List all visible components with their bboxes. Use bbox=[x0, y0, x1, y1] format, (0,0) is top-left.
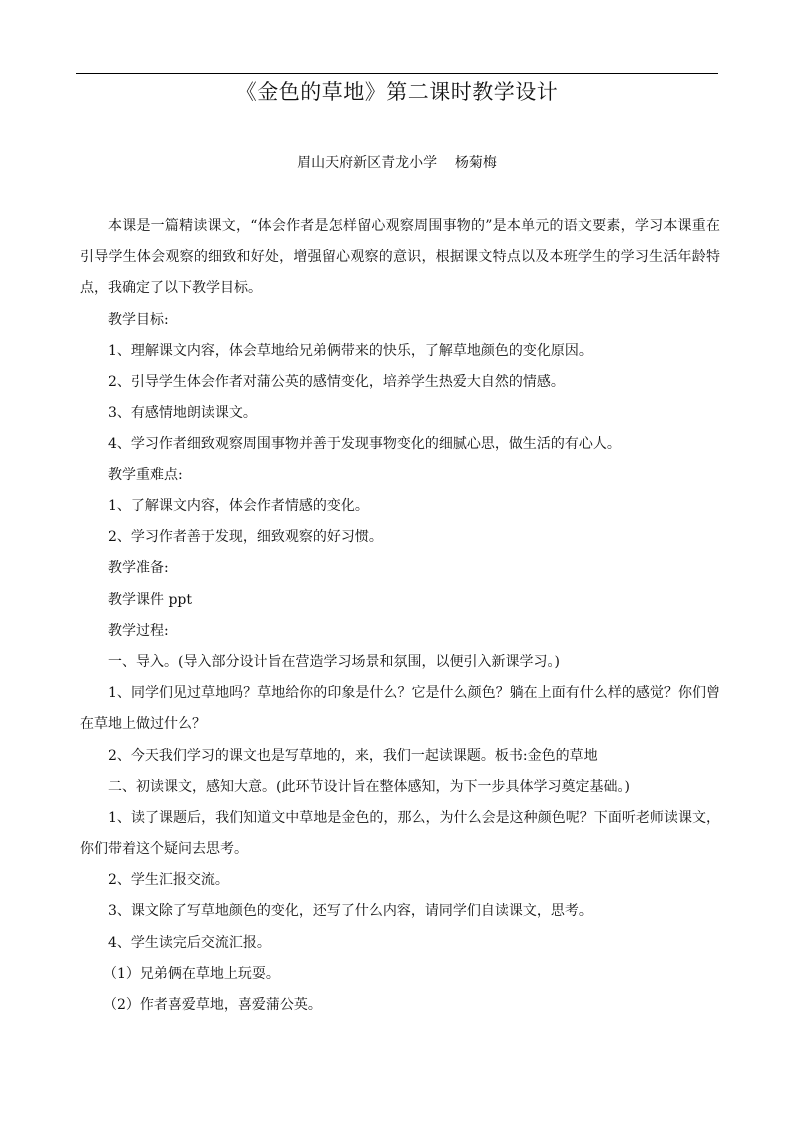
prep-text: 教学课件 ppt bbox=[108, 592, 192, 608]
key-point-item-1: 1、了解课文内容，体会作者情感的变化。 bbox=[108, 498, 369, 514]
section-1-item-1: 1、同学们见过草地吗？草地给你的印象是什么？它是什么颜色？躺在上面有什么样的感觉？你们曾在草地上做过什么？ bbox=[80, 685, 720, 732]
goal-item-3: 3、有感情地朗读课文。 bbox=[108, 405, 257, 421]
section-2-item-1: 1、读了课题后，我们知道文中草地是金色的，那么，为什么会是这种颜色呢？下面听老师读课文，你们带着这个疑问去思考。 bbox=[80, 810, 720, 857]
section-2-item-3: 3、课文除了写草地颜色的变化，还写了什么内容，请同学们自读课文，思考。 bbox=[108, 903, 593, 919]
section-2-item-2: 2、学生汇报交流。 bbox=[108, 872, 229, 888]
prep-heading: 教学准备: bbox=[108, 560, 169, 576]
page-title: 《金色的草地》第二课时教学设计 bbox=[235, 80, 559, 104]
section-1-heading: 一、导入。(导入部分设计旨在营造学习场景和氛围，以便引入新课学习。) bbox=[108, 654, 560, 670]
section-2-subitem-1: （1）兄弟俩在草地上玩耍。 bbox=[103, 966, 280, 982]
header-rule bbox=[76, 73, 718, 74]
key-point-item-2: 2、学习作者善于发现，细致观察的好习惯。 bbox=[108, 529, 383, 545]
section-2-heading: 二、初读课文，感知大意。(此环节设计旨在整体感知，为下一步具体学习奠定基础。) bbox=[108, 779, 630, 795]
section-2-subitem-2: （2）作者喜爱草地，喜爱蒲公英。 bbox=[103, 997, 322, 1013]
intro-paragraph: 本课是一篇精读课文，“体会作者是怎样留心观察周围事物的”是本单元的语文要素，学习本课重在引导学生体会观察的细致和好处，增强留心观察的意识，根据课文特点以及本班学生的学习生活年龄特点，我确定了以下教学目标。 bbox=[80, 218, 720, 296]
section-2-item-4: 4、学生读完后交流汇报。 bbox=[108, 935, 271, 951]
author-line: 眉山天府新区青龙小学 杨菊梅 bbox=[297, 155, 497, 171]
process-heading: 教学过程: bbox=[108, 623, 169, 639]
goals-heading: 教学目标: bbox=[108, 312, 169, 328]
goal-item-4: 4、学习作者细致观察周围事物并善于发现事物变化的细腻心思，做生活的有心人。 bbox=[108, 436, 621, 452]
goal-item-1: 1、理解课文内容，体会草地给兄弟俩带来的快乐，了解草地颜色的变化原因。 bbox=[108, 343, 593, 359]
section-1-item-2: 2、今天我们学习的课文也是写草地的，来，我们一起读课题。板书:金色的草地 bbox=[108, 748, 598, 764]
key-points-heading: 教学重难点: bbox=[108, 467, 183, 483]
goal-item-2: 2、引导学生体会作者对蒲公英的感情变化，培养学生热爱大自然的情感。 bbox=[108, 374, 565, 390]
